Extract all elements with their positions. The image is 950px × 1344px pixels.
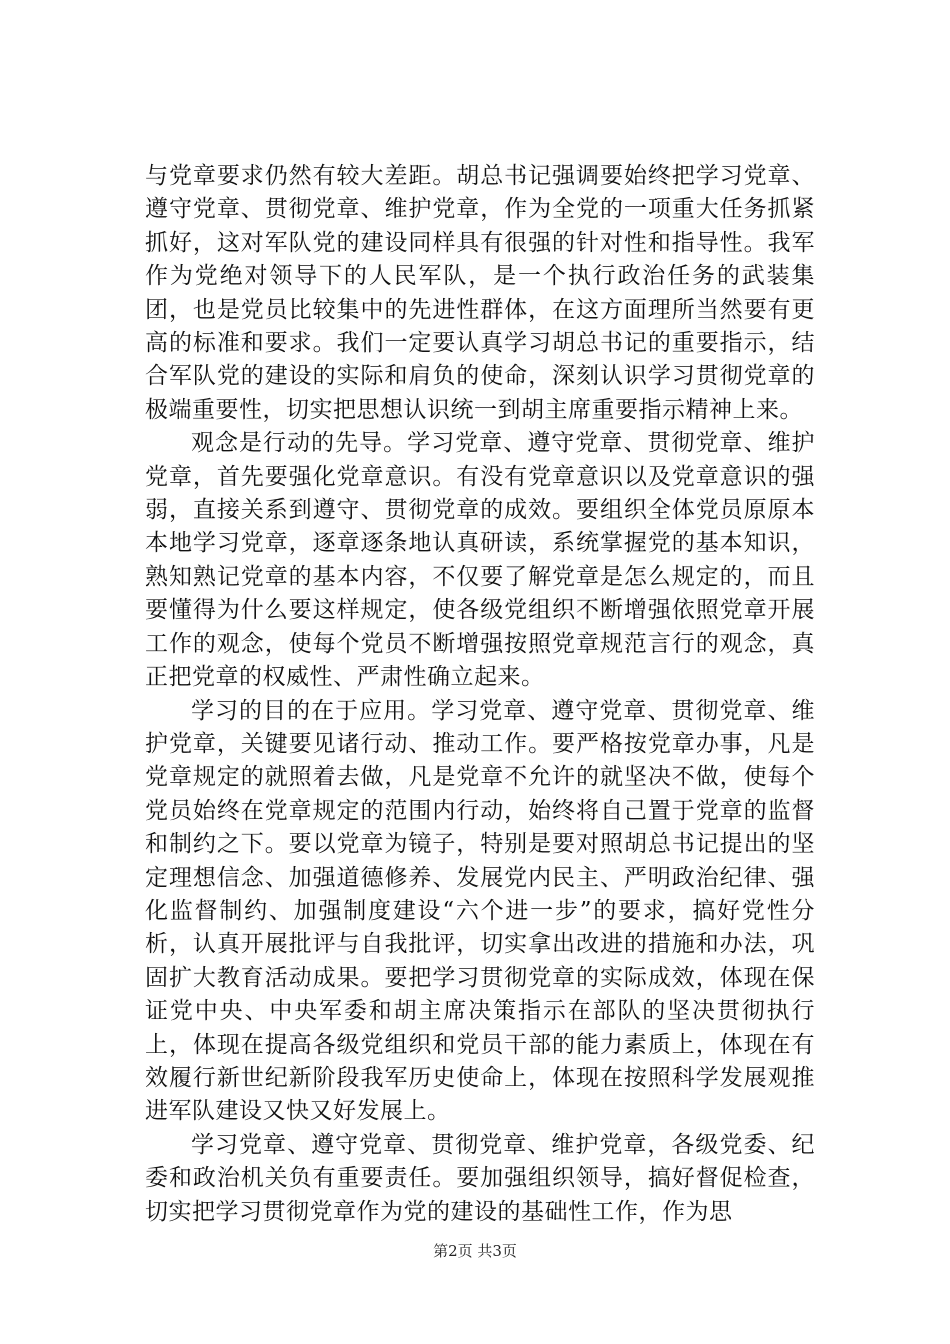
- paragraph-4: 学习党章、遵守党章、贯彻党章、维护党章，各级党委、纪委和政治机关负有重要责任。要加强组织领导，搞好督促检查，切实把学习贯彻党章作为党的建设的基础性工作，作为思: [145, 1131, 815, 1225]
- document-body: [145, 160, 815, 1229]
- page-footer: [0, 1240, 950, 1261]
- paragraph-1: 与党章要求仍然有较大差距。胡总书记强调要始终把学习党章、遵守党章、贯彻党章、维护党章，作为全党的一项重大任务抓紧抓好，这对军队党的建设同样具有很强的针对性和指导性。我军作为党绝对领导下的人民军队，是一个执行政治任务的武装集团，也是党员比较集中的先进性群体，在这方面理所当然要有更高的标准和要求。我们一定要认真学习胡总书记的重要指示，结合军队党的建设的实际和肩负的使命，深刻认识学习贯彻党章的极端重要性，切实把思想认识统一到胡主席重要指示精神上来。: [145, 163, 815, 423]
- paragraph-2: 观念是行动的先导。学习党章、遵守党章、贯彻党章、维护党章，首先要强化党章意识。有没有党章意识以及党章意识的强弱，直接关系到遵守、贯彻党章的成效。要组织全体党员原原本本地学习党章，逐章逐条地认真研读，系统掌握党的基本知识，熟知熟记党章的基本内容，不仅要了解党章是怎么规定的，而且要懂得为什么要这样规定，使各级党组织不断增强依照党章开展工作的观念，使每个党员不断增强按照党章规范言行的观念，真正把党章的权威性、严肃性确立起来。: [145, 430, 815, 691]
- page-number-label: 第2页 共3页: [433, 1242, 517, 1260]
- paragraph-3: 学习的目的在于应用。学习党章、遵守党章、贯彻党章、维护党章，关键要见诸行动、推动工作。要严格按党章办事，凡是党章规定的就照着去做，凡是党章不允许的就坚决不做，使每个党员始终在党章规定的范围内行动，始终将自己置于党章的监督和制约之下。要以党章为镜子，特别是要对照胡总书记提出的坚定理想信念、加强道德修养、发展党内民主、严明政治纪律、强化监督制约、加强制度建设“六个进一步”的要求，搞好党性分析，认真开展批评与自我批评，切实拿出改进的措施和办法，巩固扩大教育活动成果。要把学习贯彻党章的实际成效，体现在保证党中央、中央军委和胡主席决策指示在部队的坚决贯彻执行上，体现在提高各级党组织和党员干部的能力素质上，体现在有效履行新世纪新阶段我军历史使命上，体现在按照科学发展观推进军队建设又快又好发展上。: [145, 697, 815, 1125]
